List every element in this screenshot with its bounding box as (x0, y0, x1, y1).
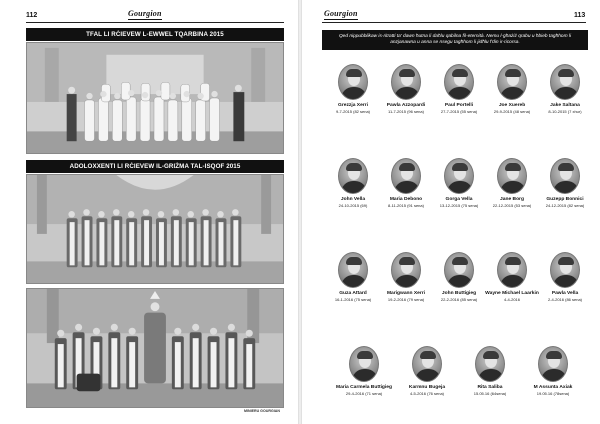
person-name: Jane Borg (500, 197, 524, 202)
confirmation-group-image-2 (27, 289, 283, 407)
person-death-date: 29-9-2015 (48 sena) (493, 108, 531, 114)
person-name: Rita Saliba (477, 385, 503, 390)
person-death-date: 8-11-2015 (91 sena) (388, 202, 424, 208)
memorial-entry (534, 158, 596, 208)
person-name: Marigwann Xerri (386, 291, 426, 296)
person-death-date: 16-1-2016 (75 sena) (334, 296, 372, 302)
person-name: John Buttigieg (441, 291, 477, 296)
person-death-date: 15.05.16 (64sena) (473, 390, 507, 396)
portrait-photo (475, 346, 505, 382)
person-death-date: 13-12-2015 (75 sena) (439, 202, 479, 208)
person-death-date: 24-12-2015 (82 sena) (545, 202, 585, 208)
photo-credit: MINIERU GOURGIAN (244, 409, 280, 413)
portrait-photo (538, 346, 568, 382)
person-death-date: 27-7-2015 (55 sena) (440, 108, 478, 114)
person-death-date: 19.05.16 (78sena) (536, 390, 570, 396)
memorial-entry (534, 252, 596, 302)
portrait-photo (497, 64, 527, 100)
portrait-photo (391, 252, 421, 288)
portrait-photo (338, 64, 368, 100)
person-death-date: 24-10-2015 (69) (338, 202, 368, 208)
header-rule-left (26, 22, 284, 23)
section-title-confirmation: ADOLOXXENTI LI RĊIEVEW IL-GRIŻMA TAL-ISQOF 2015 (26, 160, 284, 173)
memorial-entry (534, 64, 596, 114)
photo-first-communion (26, 42, 284, 154)
person-death-date: 11-7-2015 (96 sena) (388, 108, 424, 114)
portrait-photo (391, 64, 421, 100)
person-death-date: 4-4-2016 (503, 296, 520, 302)
left-page (0, 0, 298, 424)
portrait-photo (550, 64, 580, 100)
person-name: Wayne Michael Laarkin (485, 291, 539, 296)
confirmation-group-image-1 (27, 175, 283, 283)
person-name: Maria Carmela Buttigieg (336, 385, 392, 390)
portrait-photo (412, 346, 442, 382)
memorial-entry (396, 346, 458, 396)
person-name: Guzepp Bonnici (546, 197, 584, 202)
memorial-intro-text: Qed nippubblikaw is-ritratti ta' dawn ħutna li daħlu qabilna fil-eternità. Nemu l-għażiż qrabu u ħbieb tagħhom li anzjanawna u anna se nsegu tagħhom li jidħlu f'din ir-ricorsa. (322, 30, 588, 50)
person-name: Joe Xuereb (498, 103, 526, 108)
page-number-right: 113 (574, 12, 586, 19)
portrait-photo (497, 252, 527, 288)
portrait-photo (497, 158, 527, 194)
masthead-right: Gourgion (324, 9, 358, 18)
portrait-photo (444, 252, 474, 288)
person-name: Pawla Azzopardi (386, 103, 426, 108)
portrait-photo (391, 158, 421, 194)
person-death-date: 19-2-2016 (79 sena) (387, 296, 425, 302)
header-rule-right (322, 22, 586, 23)
person-name: Grezzja Xerri (338, 103, 368, 108)
person-name: Paul Portelli (444, 103, 474, 108)
portrait-photo (444, 64, 474, 100)
person-death-date: 8-10-2015 (7 xhur) (548, 108, 582, 114)
person-name: Pawla Vella (551, 291, 579, 296)
person-name: Maria Debono (389, 197, 423, 202)
page-number-left: 112 (26, 12, 38, 19)
person-name: Karmnu Bugeja (408, 385, 446, 390)
person-name: Gorga Vella (445, 197, 473, 202)
masthead-left: Gourgion (128, 9, 162, 18)
person-death-date: 29-4-2016 (71 sena) (345, 390, 383, 396)
person-death-date: 2-4-2016 (86 sena) (547, 296, 583, 302)
portrait-photo (338, 158, 368, 194)
portrait-photo (550, 158, 580, 194)
person-name: Jake Saltana (550, 103, 580, 108)
person-death-date: 22-2-2016 (85 sena) (440, 296, 478, 302)
person-death-date: 4-5-2016 (76 sena) (409, 390, 445, 396)
person-name: Guza Attard (339, 291, 367, 296)
photo-confirmation-group-2 (26, 288, 284, 408)
portrait-photo (444, 158, 474, 194)
memorial-entry (459, 346, 521, 396)
person-death-date: 22-12-2015 (53 sena) (492, 202, 532, 208)
first-communion-group-image (27, 43, 283, 153)
person-name: M Assunta Axiak (533, 385, 573, 390)
portrait-photo (349, 346, 379, 382)
person-death-date: 9-7-2015 (82 sena) (335, 108, 371, 114)
section-title-first-communion: TFAL LI RĊIEVEW L-EWWEL TQARBINA 2015 (26, 28, 284, 41)
photo-confirmation-group-1 (26, 174, 284, 284)
person-name: John Vella (340, 197, 366, 202)
portrait-photo (338, 252, 368, 288)
memorial-entry (522, 346, 584, 396)
portrait-photo (550, 252, 580, 288)
memorial-entry (333, 346, 395, 396)
